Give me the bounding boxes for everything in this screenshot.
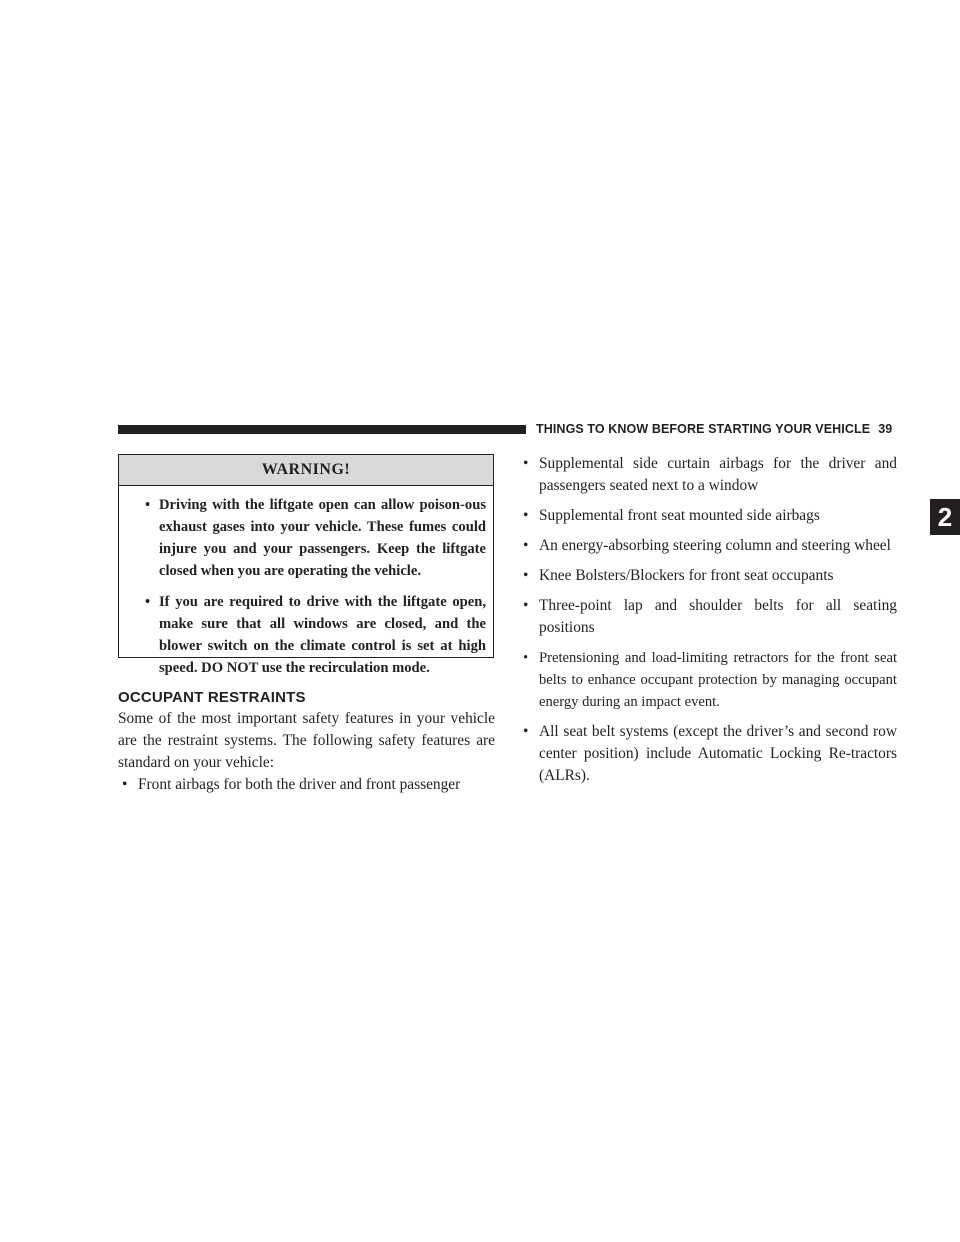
bullet-icon: •: [523, 650, 529, 666]
bullet-icon: •: [523, 537, 529, 554]
list-item: [118, 774, 495, 796]
warning-box: [118, 454, 494, 676]
chapter-tab: 2: [930, 499, 960, 535]
warning-title: WARNING!: [119, 455, 493, 486]
list-item-text: Supplemental side curtain airbags for the driver and passengers seated next to a window: [539, 455, 897, 494]
list-item-text: Three-point lap and shoulder belts for all seating positions: [539, 597, 897, 636]
list-item-text: Pretensioning and load-limiting retractors for the front seat belts to enhance occupant protection by managing occupant energy during an impact event.: [539, 650, 897, 710]
page-number: 39: [878, 422, 893, 436]
section-intro: Some of the most important safety features in your vehicle are the restraint systems. The following safety features are standard on your vehicle:: [118, 710, 495, 771]
warning-item: [131, 494, 486, 582]
list-item-text: Front airbags for both the driver and front passenger: [138, 776, 461, 793]
bullet-icon: •: [145, 497, 151, 513]
list-item-text: Supplemental front seat mounted side airbags: [539, 507, 820, 524]
bullet-icon: •: [523, 455, 529, 472]
warning-item-text: If you are required to drive with the liftgate open, make sure that all windows are closed, and the blower switch on the climate control is set at high speed. DO NOT use the recirculation mode.: [159, 594, 486, 676]
list-item: [519, 565, 897, 587]
feature-list-left: [118, 774, 495, 804]
bullet-icon: •: [523, 597, 529, 614]
running-header: [536, 422, 892, 436]
bullet-icon: •: [523, 567, 529, 584]
bullet-icon: •: [523, 507, 529, 524]
warning-item-text: Driving with the liftgate open can allow poison-ous exhaust gases into your vehicle. These fumes could injure you and your passengers. Keep the liftgate closed when you are operating the vehicle.: [159, 497, 486, 579]
list-item-text: Knee Bolsters/Blockers for front seat occupants: [539, 567, 834, 584]
list-item-text: An energy-absorbing steering column and steering wheel: [539, 537, 891, 554]
bullet-icon: •: [122, 776, 128, 793]
warning-list: [119, 486, 493, 679]
list-item: [519, 453, 897, 497]
bullet-icon: •: [145, 594, 151, 610]
list-item: [519, 721, 897, 787]
list-item: [519, 505, 897, 527]
list-item: [519, 535, 897, 557]
list-item: [519, 595, 897, 639]
warning-item: [131, 591, 486, 679]
list-item: [519, 647, 897, 713]
header-rule: [118, 425, 526, 434]
list-item-text: All seat belt systems (except the driver’s and second row center position) include Automatic Locking Re-tractors (ALRs).: [539, 723, 897, 784]
bullet-icon: •: [523, 723, 529, 740]
header-section-title: THINGS TO KNOW BEFORE STARTING YOUR VEHICLE: [536, 422, 871, 436]
feature-list-right: [519, 453, 897, 795]
section-heading: OCCUPANT RESTRAINTS: [118, 689, 306, 706]
